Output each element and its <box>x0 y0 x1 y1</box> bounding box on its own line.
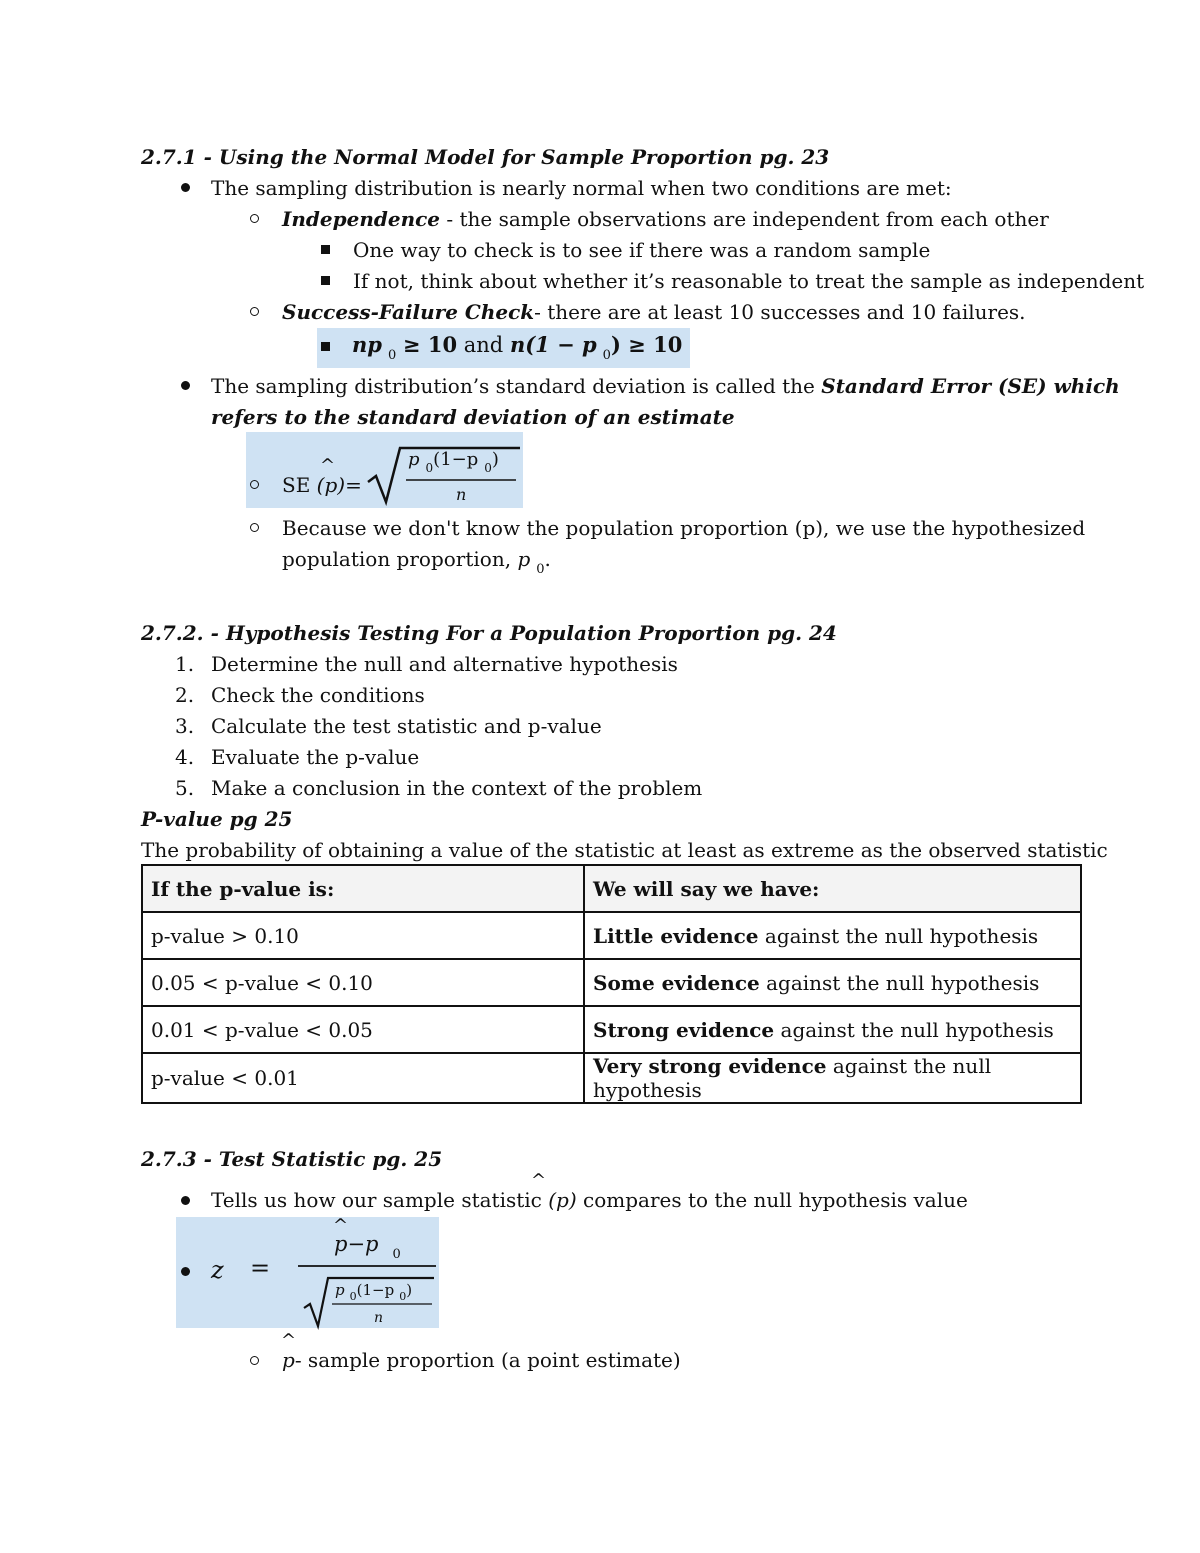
z-numerator: p−p $_0$ <box>334 1232 401 1262</box>
z-denominator-numerator: p $_0$(1−p $_0$) <box>335 1281 413 1303</box>
table-cell: Some evidence against the null hypothesis <box>584 959 1081 1006</box>
step-number: 4. <box>175 745 195 769</box>
bullet-circle <box>250 214 259 223</box>
bullet-text: Because we don't know the population proportion (p), we use the hypothesized <box>282 516 1086 540</box>
step-number: 5. <box>175 776 195 800</box>
step-number: 1. <box>175 652 195 676</box>
table-cell: Strong evidence against the null hypothesis <box>584 1006 1081 1053</box>
bullet-circle <box>250 523 259 532</box>
z-denominator-n: n <box>374 1310 384 1326</box>
table-cell: p-value > 0.10 <box>142 912 584 959</box>
pvalue-heading: P-value pg 25 <box>141 807 293 831</box>
bullet-text: One way to check is to see if there was a random sample <box>353 238 931 262</box>
success-failure-formula: np $_0$ ≥ 10 and n(1 − p $_0$) ≥ 10 <box>352 332 683 363</box>
table-header-row <box>142 865 1081 912</box>
pvalue-table <box>141 864 1082 1104</box>
step-number: 2. <box>175 683 195 707</box>
table-row <box>142 959 1081 1006</box>
se-numerator: p $_0$(1−p $_0$) <box>408 449 499 475</box>
bullet-dot <box>181 1196 190 1205</box>
table-cell: 0.01 < p-value < 0.05 <box>142 1006 584 1053</box>
phat-definition: p- sample proportion (a point estimate) <box>282 1348 681 1372</box>
standard-error-line-2: refers to the standard deviation of an estimate <box>211 405 735 429</box>
hat-icon: ^ <box>320 455 336 476</box>
bullet-dot <box>181 183 190 192</box>
bullet-text: If not, think about whether it’s reasonable to treat the sample as independent <box>353 269 1145 293</box>
bullet-text-cont: population proportion, p $_0$. <box>282 547 551 577</box>
bullet-square <box>321 245 330 254</box>
se-denominator: n <box>456 485 467 504</box>
table-cell: Very strong evidence against the null hypothesis <box>584 1053 1081 1103</box>
step-number: 3. <box>175 714 195 738</box>
table-cell: 0.05 < p-value < 0.10 <box>142 959 584 1006</box>
table-header-cell: We will say we have: <box>584 865 1081 912</box>
independence-line: Independence - the sample observations are independent from each other <box>282 207 1049 231</box>
bullet-circle <box>250 1356 259 1365</box>
hat-icon: ^ <box>531 1170 547 1191</box>
success-failure-line: Success-Failure Check- there are at least 10 successes and 10 failures. <box>282 300 1026 324</box>
section-heading-2-7-1: 2.7.1 - Using the Normal Model for Sample Proportion pg. 23 <box>141 145 830 169</box>
table-row <box>142 1053 1081 1103</box>
step-text: Evaluate the p-value <box>211 745 420 769</box>
step-text: Calculate the test statistic and p-value <box>211 714 602 738</box>
section-heading-2-7-3: 2.7.3 - Test Statistic pg. 25 <box>141 1147 443 1171</box>
table-cell: p-value < 0.01 <box>142 1053 584 1103</box>
bullet-text: The sampling distribution is nearly normal when two conditions are met: <box>211 176 952 200</box>
bullet-dot <box>181 1267 190 1276</box>
table-cell: Little evidence against the null hypothesis <box>584 912 1081 959</box>
bullet-square <box>321 276 330 285</box>
step-text: Check the conditions <box>211 683 425 707</box>
section-heading-2-7-2: 2.7.2. - Hypothesis Testing For a Population Proportion pg. 24 <box>141 621 837 645</box>
table-row <box>142 1006 1081 1053</box>
bullet-dot <box>181 381 190 390</box>
bullet-circle <box>250 307 259 316</box>
step-text: Determine the null and alternative hypothesis <box>211 652 678 676</box>
table-row <box>142 912 1081 959</box>
bullet-circle <box>250 480 259 489</box>
step-text: Make a conclusion in the context of the problem <box>211 776 703 800</box>
hat-icon: ^ <box>333 1215 349 1236</box>
se-formula-label: SE (p)= <box>282 473 362 497</box>
z-symbol: z <box>211 1256 224 1284</box>
bullet-text: Tells us how our sample statistic (p) compares to the null hypothesis value <box>211 1188 968 1212</box>
pvalue-definition: The probability of obtaining a value of the statistic at least as extreme as the observed statistic <box>141 838 1108 862</box>
bullet-square <box>321 342 330 351</box>
table-header-cell: If the p-value is: <box>142 865 584 912</box>
hat-icon: ^ <box>281 1330 297 1351</box>
standard-error-line: The sampling distribution’s standard deviation is called the Standard Error (SE) which <box>211 374 1120 398</box>
equals-sign: = <box>250 1254 271 1282</box>
